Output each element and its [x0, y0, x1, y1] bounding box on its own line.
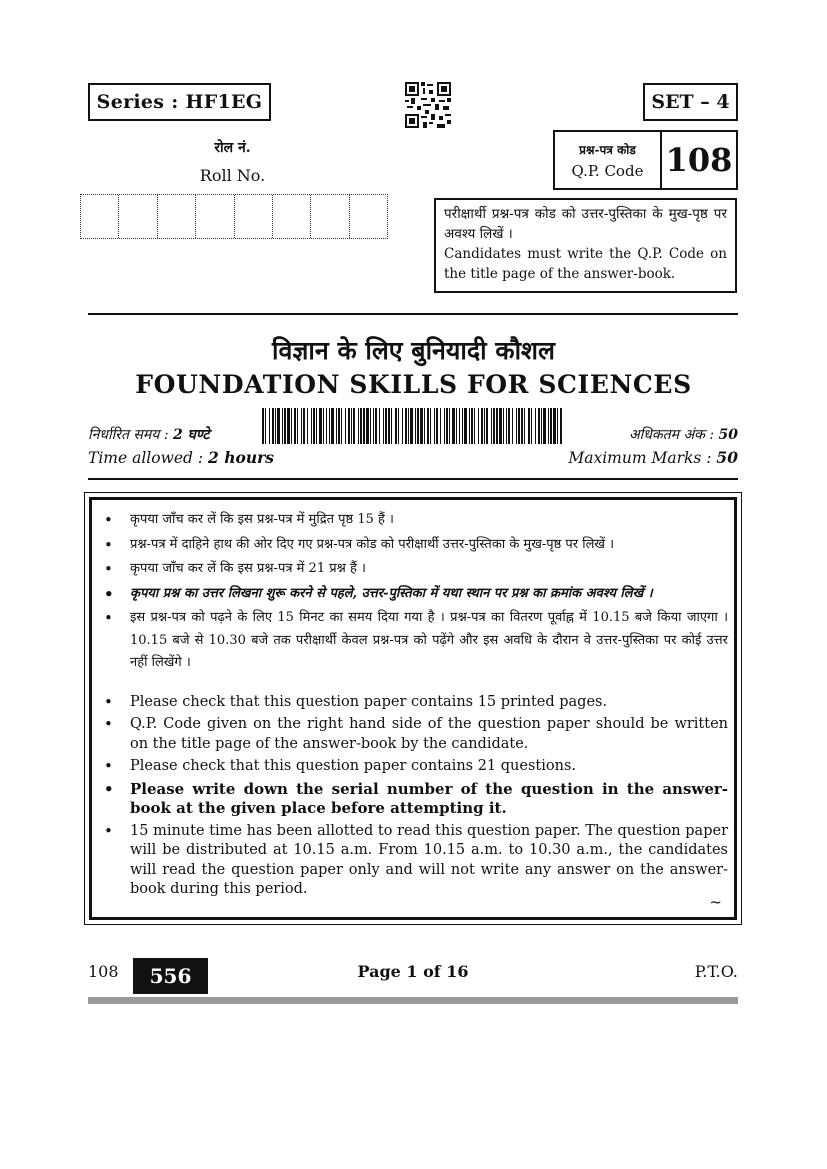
maximum-marks	[540, 448, 738, 467]
maximum-marks-label: Maximum Marks :	[568, 449, 717, 467]
instruction-item-hindi: • प्रश्न-पत्र में दाहिने हाथ की ओर दिए गए प्रश्न-पत्र कोड को परीक्षार्थी उत्तर-पुस्तिका के मुख-पृष्ठ पर लिखें ।	[100, 534, 728, 557]
time-allowed	[88, 448, 274, 467]
time-allowed-hindi-value: 2 घण्टे	[173, 427, 210, 443]
qp-code-notice-english: Candidates must write the Q.P. Code on the title page of the answer-book.	[444, 246, 727, 282]
roll-number-cell	[158, 195, 196, 238]
qp-code-label-hindi: प्रश्न-पत्र कोड	[579, 142, 636, 157]
instruction-item-hindi: • इस प्रश्न-पत्र को पढ़ने के लिए 15 मिनट का समय दिया गया है । प्रश्न-पत्र का वितरण पूर्वाह्न में 10.15 बजे किया जाएगा । 10.15 बजे से 10.30 बजे तक परीक्षार्थी केवल प्रश्न-पत्र को पढ़ेंगे और इस अवधि के दौरान वे उत्तर-पुस्तिका पर कोई उत्तर नहीं लिखेंगे ।	[100, 607, 728, 675]
maximum-marks-hindi-label: अधिकतम अंक :	[628, 427, 719, 443]
qp-code-label-english: Q.P. Code	[571, 161, 644, 180]
roll-number-cell	[119, 195, 157, 238]
qp-code-notice	[434, 198, 737, 293]
instruction-item: • Q.P. Code given on the right hand side of the question paper should be written on the title page of the answer-book by the candidate.	[100, 715, 728, 754]
maximum-marks-hindi-value: 50	[718, 427, 738, 443]
instruction-item: • Please write down the serial number of the question in the answer-book at the given place before attempting it.	[100, 780, 728, 819]
subject-title-hindi: विज्ञान के लिए बुनियादी कौशल	[272, 336, 555, 365]
barcode	[262, 408, 562, 444]
roll-number-cell	[273, 195, 311, 238]
set-label: SET – 4	[643, 83, 738, 121]
maximum-marks-value: 50	[716, 448, 738, 467]
instructions-box	[84, 492, 742, 925]
qr-code	[405, 82, 451, 128]
page-number: Page 1 of 16	[357, 962, 469, 981]
footer-qp-code: 108	[88, 962, 119, 981]
time-allowed-label: Time allowed :	[88, 449, 209, 467]
roll-number-label: Roll No.	[199, 166, 266, 185]
roll-number-boxes	[80, 194, 388, 239]
instruction-item: • Please check that this question paper contains 15 printed pages.	[100, 693, 728, 713]
roll-number-cell	[196, 195, 234, 238]
divider	[88, 313, 738, 315]
qp-code-notice-hindi: परीक्षार्थी प्रश्न-पत्र कोड को उत्तर-पुस्तिका के मुख-पृष्ठ पर अवश्य लिखें ।	[444, 206, 727, 242]
roll-number-label-hindi: रोल नं.	[214, 140, 251, 156]
roll-number-cell	[311, 195, 349, 238]
instruction-item-hindi: • कृपया प्रश्न का उत्तर लिखना शुरू करने से पहले, उत्तर-पुस्तिका में यथा स्थान पर प्रश्न का क्रमांक अवश्य लिखें ।	[100, 583, 728, 606]
roll-number-cell	[350, 195, 387, 238]
instructions-list	[100, 693, 728, 900]
roll-number-cell	[235, 195, 273, 238]
instruction-item: • Please check that this question paper contains 21 questions.	[100, 757, 728, 777]
instruction-item: • 15 minute time has been allotted to read this question paper. The question paper will be distributed at 10.15 a.m. From 10.15 a.m. to 10.30 a.m., the candidates will read the question paper only and will not write any answer on the answer-book during this period.	[100, 822, 728, 900]
instructions-inner	[89, 497, 737, 920]
tilde-mark: ~	[709, 893, 722, 911]
instruction-item-hindi: • कृपया जाँच कर लें कि इस प्रश्न-पत्र में 21 प्रश्न हैं ।	[100, 558, 728, 581]
instructions-list-hindi	[100, 509, 728, 675]
maximum-marks-hindi	[560, 425, 738, 444]
time-allowed-hindi	[88, 425, 209, 444]
footer-bar	[88, 997, 738, 1004]
instruction-item-hindi: • कृपया जाँच कर लें कि इस प्रश्न-पत्र में मुद्रित पृष्ठ 15 हैं ।	[100, 509, 728, 532]
time-allowed-value: 2 hours	[208, 448, 274, 467]
pto-label: P.T.O.	[694, 962, 738, 981]
divider	[88, 478, 738, 480]
time-allowed-hindi-label: निर्धारित समय :	[88, 427, 173, 443]
roll-number-cell	[81, 195, 119, 238]
footer-code-box: 556	[133, 958, 208, 994]
series-label: Series : HF1EG	[88, 83, 271, 121]
qp-code-label	[555, 132, 662, 188]
qp-code-number: 108	[665, 141, 733, 179]
qp-code-box	[553, 130, 738, 190]
subject-title: FOUNDATION SKILLS FOR SCIENCES	[135, 370, 692, 399]
